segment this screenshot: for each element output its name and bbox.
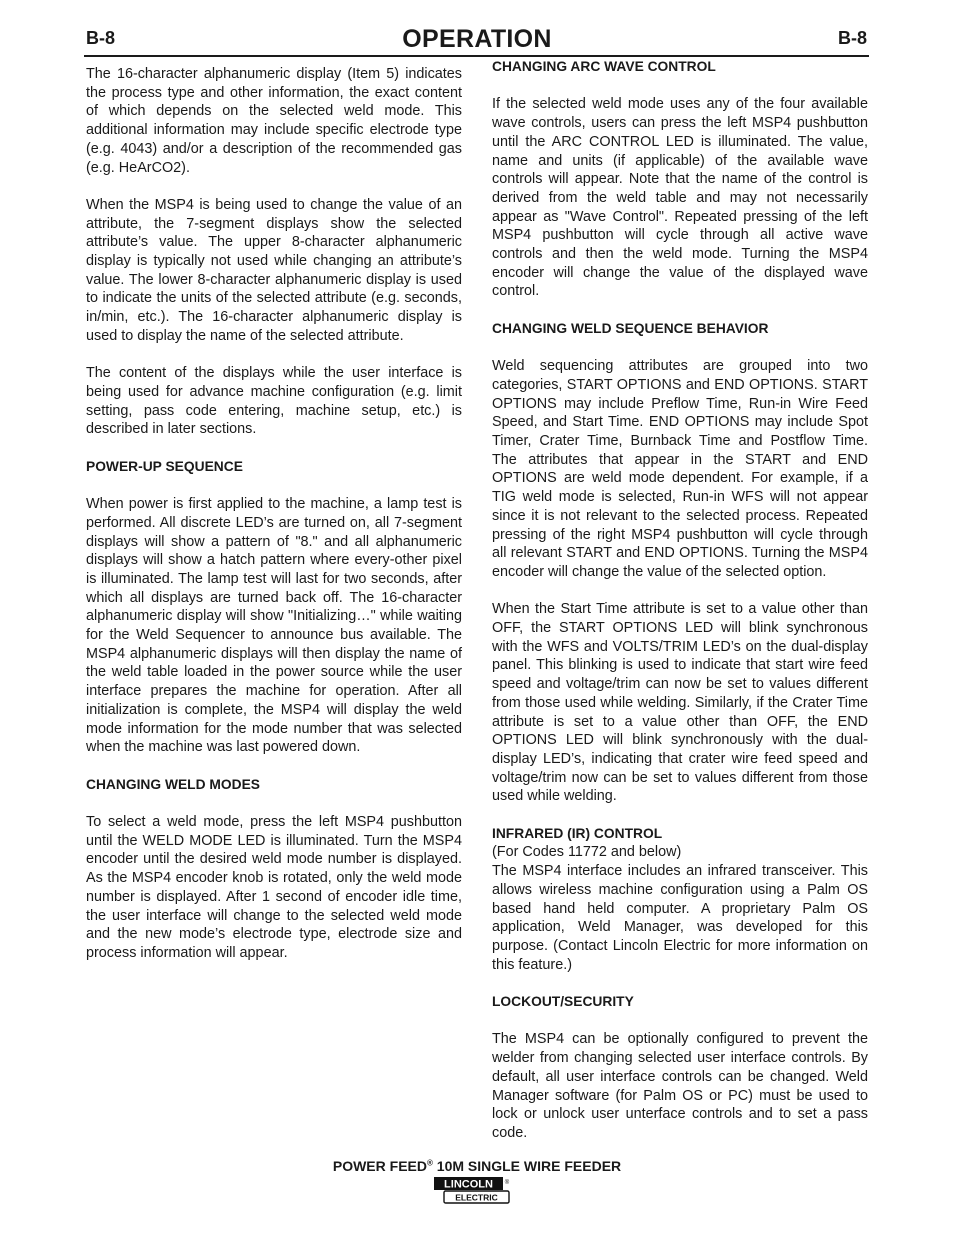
paragraph-start-time: When the Start Time attribute is set to a value other than OFF, the START OPTIONS LED will blink synchronous with the WFS and VOLTS/TRIM LED’s on the dual-display panel. This blinking is used to indicate that start wire feed speed and voltage/trim can now be set to values different from those used while welding. Similarly, if the Crater Time attribute is set to a value other than OFF, the END OPTIONS LED will blink synchronously with the dual-display LED’s, indicating that crater wire feed speed and voltage/trim now can be set to values different from those used while welding. [492,601,868,805]
paragraph-weld-sequence: Weld sequencing attributes are grouped into two categories, START OPTIONS and END OPTIONS. START OPTIONS may include Preflow Time, Run-in Wire Feed Speed, and Start Time. END OPTIONS may include Spot Timer, Crater Time, Burnback Time and Postflow Time. The attributes that appear in the START and END OPTIONS are weld mode dependent. For example, if a TIG weld mode is selected, Run-in WFS will not appear since it is not relevant to the selected process. Repeated pressing of the right MSP4 pushbutton will cycle through all relevant START and END OPTIONS. Turning the MSP4 encoder will change the value of the selected option. [492,358,868,580]
heading-arc-wave-control: CHANGING ARC WAVE CONTROL [492,59,716,74]
heading-lockout-security: LOCKOUT/SECURITY [492,994,634,1010]
heading-power-up-sequence: POWER-UP SEQUENCE [86,458,243,474]
lincoln-electric-logo [433,1176,511,1205]
logo-electric-text: ELECTRIC [455,1192,498,1203]
right-column [492,58,868,1161]
logo-lincoln-text: LINCOLN [444,1178,493,1191]
infrared-codes-note: (For Codes 11772 and below) [492,844,682,861]
paragraph-changing-weld-modes: To select a weld mode, press the left MSP4 pushbutton until the WELD MODE LED is illuminated. Turn the MSP4 encoder until the desired weld mode number is displayed. As the MSP4 encoder knob is rotated, only the weld mode number is displayed. After 1 second of encoder idle time, the user interface will change to the selected weld mode and the new mode’s electrode type, electrode size and process information will appear. [86,814,462,961]
page-title: OPERATION [402,25,552,53]
footer-product-desc: 10M SINGLE WIRE FEEDER [432,1158,622,1174]
paragraph-arc-wave-control: If the selected weld mode uses any of the four available wave controls, users can press the left MSP4 pushbutton until the ARC CONTROL LED is illuminated. The value, name and units (if applicable) of the available wave controls will appear. Note that the name of the control is derived from the weld table and may not necessarily appear as "Wave Control". Repeated pressing of the left MSP4 pushbutton will cycle through all active wave controls and then the weld mode. Turning the MSP4 encoder will change the value of the displayed wave control. [492,96,868,300]
paragraph-infrared-control: The MSP4 interface includes an infrared transceiver. This allows wireless machine configuration using a Palm OS based hand held computer. A proprietary Palm OS application, Weld Manager, was developed for this purpose. (Contact Lincoln Electric for more information on this feature.) [492,863,868,973]
paragraph-attribute-displays: When the MSP4 is being used to change the value of an attribute, the 7-segment displays show the selected attribute’s value. The upper 8-character alphanumeric display is typically not used while changing an attribute’s value. The lower 8-character alphanumeric display is used to indicate the units of the selected attribute (e.g. seconds, in/min, etc.). The 16-character alphanumeric display is used to display the name of the selected attribute. [86,196,462,344]
page-number-right: B-8 [838,28,868,48]
logo-registered-mark: ® [504,1180,510,1186]
registered-mark: ® [426,1158,433,1168]
page-number-left: B-8 [86,28,116,48]
footer-product-title [0,1158,954,1174]
paragraph-lockout-security: The MSP4 can be optionally configured to prevent the welder from changing selected user interface controls. By default, all user interface controls can be changed. Weld Manager software (for Palm OS or PC) must be used to lock or unlock user unterface controls and to set a pass code. [492,1031,868,1141]
footer-product-name: POWER FEED [332,1158,427,1174]
heading-infrared-control: INFRARED (IR) CONTROL [492,825,663,841]
header-rule [84,55,869,57]
paragraph-advanced-config: The content of the displays while the user interface is being used for advance machine configuration (e.g. limit setting, pass code entering, machine setup, etc.) is described in later sections. [86,365,462,438]
paragraph-power-up-sequence: When power is first applied to the machine, a lamp test is performed. All discrete LED’s are turned on, all 7-segment displays will show a pattern of "8." and all alphanumeric displays will show a hatch pattern where every-other pixel is illuminated. The lamp test will last for two seconds, after which all displays are turned back off. The 16-character alphanumeric display will show "Initializing…" while waiting for the Weld Sequencer to announce bus available. The MSP4 alphanumeric displays will then display the name of the weld table loaded in the power source while the user interface prepares the machine for operation. After all initialization is complete, the MSP4 will display the weld mode information for the mode number that was selected when the machine was last powered down. [86,496,462,756]
heading-weld-sequence: CHANGING WELD SEQUENCE BEHAVIOR [492,320,769,336]
heading-changing-weld-modes: CHANGING WELD MODES [86,776,260,792]
paragraph-16char-display: The 16-character alphanumeric display (Item 5) indicates the process type and other information, the exact content of which depends on the selected weld mode. This additional information may include specific electrode type (e.g. 4043) and/or a description of the recommended gas (e.g. HeArCO2). [86,66,462,176]
left-column [86,65,462,981]
